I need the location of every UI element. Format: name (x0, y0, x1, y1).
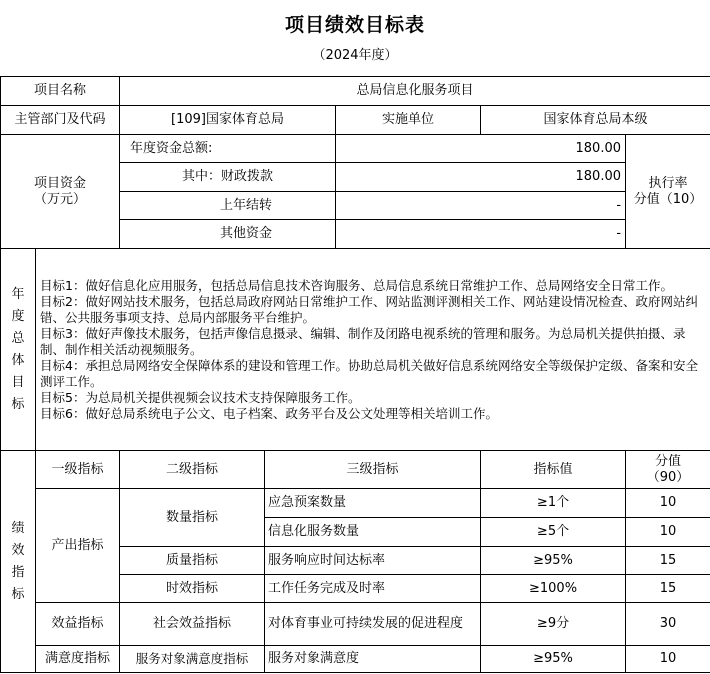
header-score-line2: （90） (646, 469, 690, 485)
annual-goals-char: 标 (11, 396, 25, 412)
department-value: [109]国家体育总局 (120, 106, 336, 135)
annual-goals-label (1, 249, 36, 451)
indicator-value: ≥95% (481, 547, 626, 575)
indicator-name: 信息化服务数量 (265, 518, 481, 547)
goal-item: 目标5：为总局机关提供视频会议技术支持保障服务工作。 (40, 389, 361, 405)
quantity-indicator: 数量指标 (120, 489, 265, 547)
fund-carryover-value: - (336, 192, 626, 220)
department-label: 主管部门及代码 (1, 106, 120, 135)
implementing-unit-label: 实施单位 (336, 106, 481, 135)
fund-total-label: 年度资金总额: (120, 135, 336, 163)
indicators-char: 绩 (11, 520, 25, 536)
funds-label (1, 135, 120, 249)
indicator-score: 10 (626, 518, 710, 547)
timeliness-indicator: 时效指标 (120, 575, 265, 603)
indicators-char: 标 (11, 586, 25, 602)
funds-label-line1: 项目资金 (34, 175, 87, 191)
goal-item: 目标4：承担总局网络安全保障体系的建设和管理工作。协助总局机关做好信息系统网络安全等级保护定级、备案和安全测评工作。 (40, 357, 698, 389)
fund-fiscal-label: 其中：财政拨款 (120, 163, 336, 192)
header-score-line1: 分值 (655, 453, 682, 469)
quality-indicator: 质量指标 (120, 547, 265, 575)
indicator-name: 应急预案数量 (265, 489, 481, 518)
social-benefit-indicator: 社会效益指标 (120, 603, 265, 646)
indicator-value: ≥5个 (481, 518, 626, 547)
execution-rate-label: 执行率 (648, 175, 688, 191)
header-level3: 三级指标 (265, 451, 481, 489)
header-value: 指标值 (481, 451, 626, 489)
annual-goals-char: 目 (11, 374, 25, 390)
header-level1: 一级指标 (36, 451, 120, 489)
implementing-unit-value: 国家体育总局本级 (481, 106, 710, 135)
indicator-value: ≥95% (481, 646, 626, 673)
annual-goals-char: 度 (11, 308, 25, 324)
execution-rate-score (626, 135, 710, 249)
indicators-char: 效 (11, 542, 25, 558)
indicator-name: 对体育事业可持续发展的促进程度 (265, 603, 481, 646)
indicator-value: ≥100% (481, 575, 626, 603)
indicator-score: 10 (626, 489, 710, 518)
benefit-indicator: 效益指标 (36, 603, 120, 646)
annual-goals-char: 年 (11, 286, 25, 302)
performance-table (0, 76, 710, 673)
indicator-value: ≥1个 (481, 489, 626, 518)
indicator-name: 服务对象满意度 (265, 646, 481, 673)
annual-goals-char: 体 (11, 352, 25, 368)
page-subtitle: （2024年度） (312, 48, 398, 63)
annual-goals-text (36, 249, 710, 451)
indicator-name: 服务响应时间达标率 (265, 547, 481, 575)
indicator-score: 10 (626, 646, 710, 673)
indicator-score: 15 (626, 575, 710, 603)
fund-other-value: - (336, 220, 626, 249)
project-name-label: 项目名称 (1, 77, 120, 106)
fund-other-label: 其他资金 (120, 220, 336, 249)
project-name-value: 总局信息化服务项目 (120, 77, 710, 106)
indicators-char: 指 (11, 564, 25, 580)
indicator-value: ≥9分 (481, 603, 626, 646)
header-score (626, 451, 710, 489)
goal-item: 目标6：做好总局系统电子公文、电子档案、政务平台及公文处理等相关培训工作。 (40, 405, 498, 421)
execution-score-label: 分值（10） (633, 191, 703, 207)
indicator-score: 30 (626, 603, 710, 646)
goal-item: 目标3：做好声像技术服务，包括声像信息摄录、编辑、制作及闭路电视系统的管理和服务。为总局机关提供拍摄、录制、制作相关活动视频服务。 (40, 325, 686, 357)
service-satisfaction-indicator: 服务对象满意度指标 (120, 646, 265, 673)
goal-item: 目标1：做好信息化应用服务，包括总局信息技术咨询服务、总局信息系统日常维护工作、总局网络安全日常工作。 (40, 277, 673, 293)
satisfaction-indicator: 满意度指标 (36, 646, 120, 673)
goal-item: 目标2：做好网站技术服务，包括总局政府网站日常维护工作、网站监测评测相关工作、网站建设情况检查、政府网站纠错、公共服务事项支持、总局内部服务平台维护。 (40, 293, 698, 325)
page-title: 项目绩效目标表 (284, 14, 425, 36)
header-level2: 二级指标 (120, 451, 265, 489)
fund-fiscal-value: 180.00 (336, 163, 626, 192)
indicator-score: 15 (626, 547, 710, 575)
output-indicator: 产出指标 (36, 489, 120, 603)
fund-total-value: 180.00 (336, 135, 626, 163)
indicator-name: 工作任务完成及时率 (265, 575, 481, 603)
funds-label-line2: （万元） (34, 191, 87, 207)
indicators-section-label (1, 451, 36, 673)
annual-goals-char: 总 (11, 330, 25, 346)
fund-carryover-label: 上年结转 (120, 192, 336, 220)
